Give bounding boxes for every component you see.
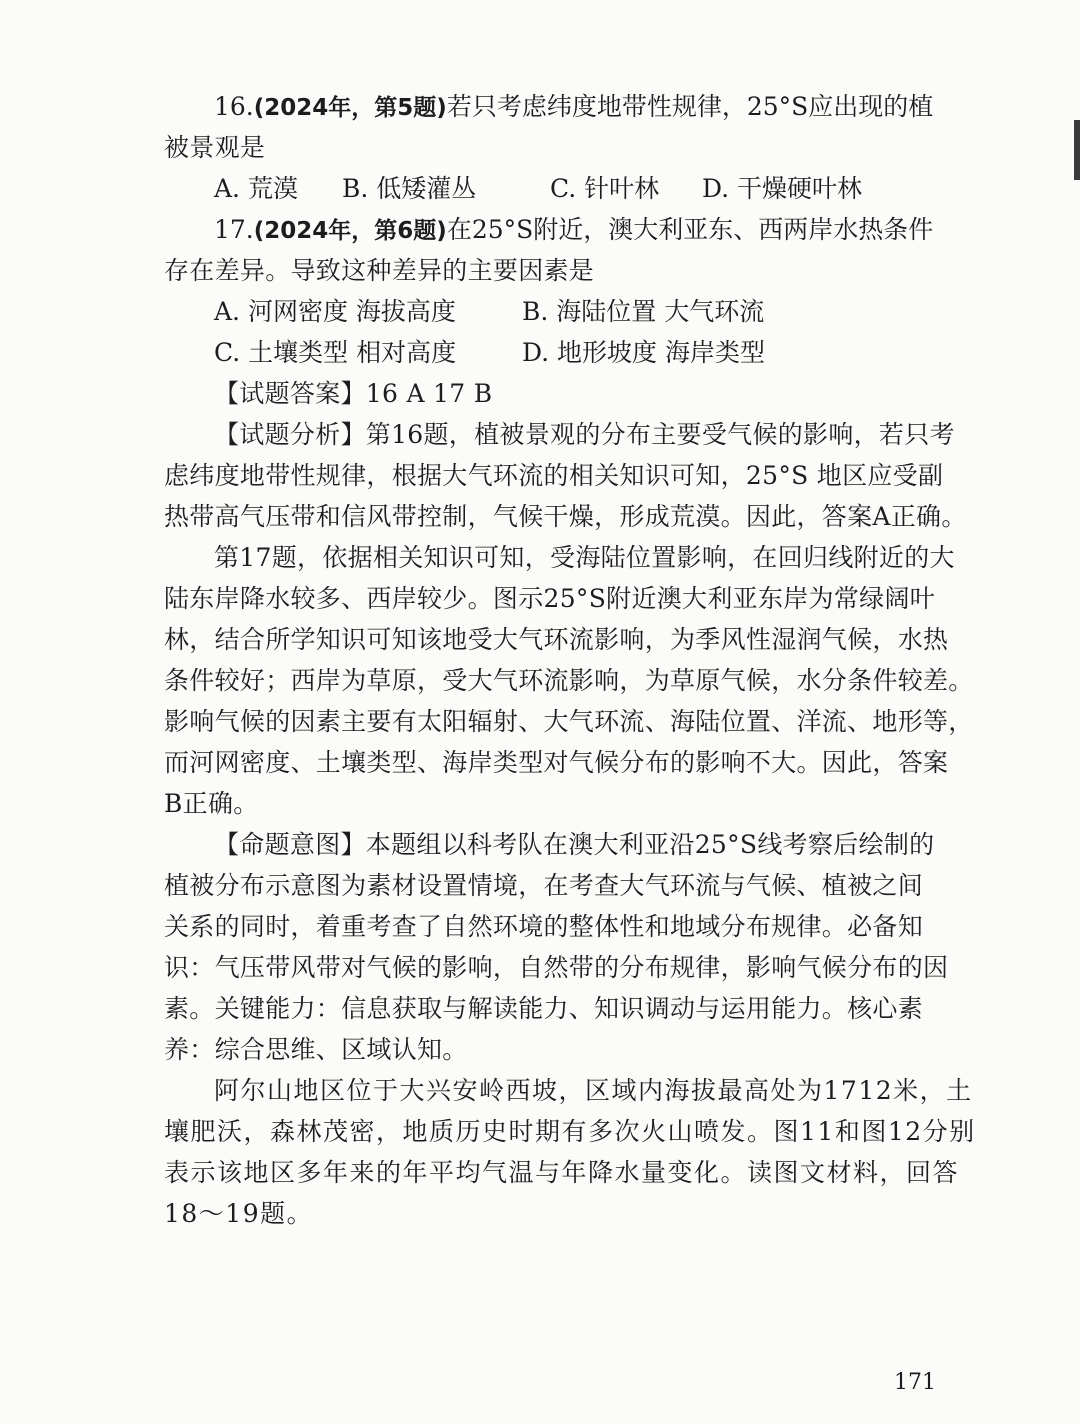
q17-option-b: B. 海陆位置 大气环流 bbox=[522, 297, 765, 326]
q17-stem-line2: 存在差异。导致这种差异的主要因素是 bbox=[164, 256, 595, 285]
q16-option-c: C. 针叶林 bbox=[550, 174, 660, 203]
analysis17-line-1: 第17题，依据相关知识可知，受海陆位置影响，在回归线附近的大 bbox=[214, 543, 955, 572]
analysis17-line-7: B正确。 bbox=[164, 789, 259, 818]
answer-line: 【试题答案】16 A 17 B bbox=[214, 379, 493, 408]
intent-line-4: 识：气压带风带对气候的影响，自然带的分布规律，影响气候分布的因 bbox=[164, 953, 949, 982]
q17-option-d: D. 地形坡度 海岸类型 bbox=[522, 338, 765, 367]
q16-options bbox=[164, 168, 934, 209]
intent-line-5: 素。关键能力：信息获取与解读能力、知识调动与运用能力。核心素 bbox=[164, 994, 924, 1023]
intent-line-2: 植被分布示意图为素材设置情境，在考查大气环流与气候、植被之间 bbox=[164, 871, 924, 900]
q16-option-b: B. 低矮灌丛 bbox=[342, 174, 477, 203]
intent-line-6: 养：综合思维、区域认知。 bbox=[164, 1035, 468, 1064]
analysis-line-3: 热带高气压带和信风带控制，气候干燥，形成荒漠。因此，答案A正确。 bbox=[164, 502, 967, 531]
q16-stem-line2: 被景观是 bbox=[164, 133, 266, 162]
page-edge-mark bbox=[1074, 120, 1080, 180]
q17-option-a: A. 河网密度 海拔高度 bbox=[214, 297, 456, 326]
material-line-4: 18～19题。 bbox=[164, 1199, 314, 1228]
analysis-line-2: 虑纬度地带性规律，根据大气环流的相关知识可知，25°S 地区应受副 bbox=[164, 461, 944, 490]
q17-option-c: C. 土壤类型 相对高度 bbox=[214, 338, 457, 367]
q16-option-d: D. 干燥硬叶林 bbox=[702, 174, 863, 203]
analysis17-line-6: 而河网密度、土壤类型、海岸类型对气候分布的影响不大。因此，答案 bbox=[164, 748, 949, 777]
q16-stem-line1 bbox=[164, 86, 934, 127]
analysis17-line-2: 陆东岸降水较多、西岸较少。图示25°S附近澳大利亚东岸为常绿阔叶 bbox=[164, 584, 936, 613]
q16-stem-text1: 若只考虑纬度地带性规律，25°S应出现的植 bbox=[446, 92, 934, 121]
q16-number: 16. bbox=[214, 92, 254, 121]
q16-source: (2024年，第5题) bbox=[253, 95, 447, 121]
page-content bbox=[164, 86, 976, 1234]
material-line-1: 阿尔山地区位于大兴安岭西坡，区域内海拔最高处为1712米，土 bbox=[214, 1076, 973, 1105]
analysis-line-1: 【试题分析】第16题，植被景观的分布主要受气候的影响，若只考 bbox=[214, 420, 955, 449]
material-line-2: 壤肥沃，森林茂密，地质历史时期有多次火山喷发。图11和图12分别 bbox=[164, 1117, 976, 1146]
analysis17-line-3: 林，结合所学知识可知该地受大气环流影响，为季风性湿润气候，水热 bbox=[164, 625, 949, 654]
q17-stem-text1: 在25°S附近，澳大利亚东、西两岸水热条件 bbox=[446, 215, 934, 244]
analysis17-line-4: 条件较好；西岸为草原，受大气环流影响，为草原气候，水分条件较差。 bbox=[164, 666, 974, 695]
intent-line-3: 关系的同时，着重考查了自然环境的整体性和地域分布规律。必备知 bbox=[164, 912, 924, 941]
q17-options-row2 bbox=[164, 332, 934, 373]
material-paragraph bbox=[164, 1070, 976, 1234]
page-number: 171 bbox=[894, 1370, 936, 1395]
intent-line-1: 【命题意图】本题组以科考队在澳大利亚沿25°S线考察后绘制的 bbox=[214, 830, 935, 859]
q17-number: 17. bbox=[214, 215, 254, 244]
q17-stem-line1 bbox=[164, 209, 934, 250]
analysis17-line-5: 影响气候的因素主要有太阳辐射、大气环流、海陆位置、洋流、地形等， bbox=[164, 707, 974, 736]
q17-source: (2024年，第6题) bbox=[253, 218, 447, 244]
q17-options-row1 bbox=[164, 291, 934, 332]
q16-option-a: A. 荒漠 bbox=[214, 174, 298, 203]
material-line-3: 表示该地区多年来的年平均气温与年降水量变化。读图文材料，回答 bbox=[164, 1158, 960, 1187]
